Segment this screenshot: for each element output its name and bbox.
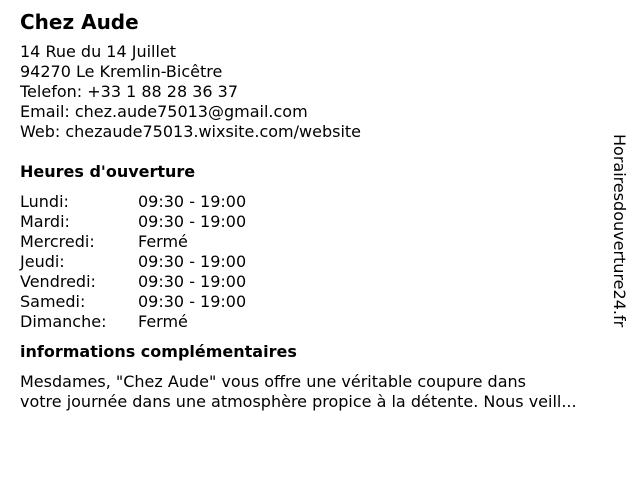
site-watermark: Horairesdouverture24.fr xyxy=(610,134,629,328)
opening-hours-heading: Heures d'ouverture xyxy=(20,162,196,181)
hours-day: Dimanche: xyxy=(20,312,107,331)
hours-time: Fermé xyxy=(138,232,188,251)
hours-day: Mardi: xyxy=(20,212,70,231)
hours-time: 09:30 - 19:00 xyxy=(138,272,247,291)
address-city: 94270 Le Kremlin-Bicêtre xyxy=(20,62,223,81)
phone-number[interactable]: Telefon: +33 1 88 28 36 37 xyxy=(20,82,239,101)
hours-day: Lundi: xyxy=(20,192,69,211)
hours-day: Samedi: xyxy=(20,292,86,311)
business-name: Chez Aude xyxy=(20,10,139,34)
hours-row-tuesday xyxy=(20,212,630,232)
hours-row-monday xyxy=(20,192,630,212)
hours-day: Jeudi: xyxy=(20,252,65,271)
hours-day: Mercredi: xyxy=(20,232,95,251)
hours-time: 09:30 - 19:00 xyxy=(138,292,247,311)
hours-day: Vendredi: xyxy=(20,272,96,291)
additional-info-line-2: votre journée dans une atmosphère propice à la détente. Nous veill... xyxy=(20,392,577,411)
additional-info-line-1: Mesdames, "Chez Aude" vous offre une véritable coupure dans xyxy=(20,372,526,391)
hours-row-wednesday xyxy=(20,232,630,252)
website-link[interactable]: Web: chezaude75013.wixsite.com/website xyxy=(20,122,361,141)
hours-row-friday xyxy=(20,272,630,292)
email-address[interactable]: Email: chez.aude75013@gmail.com xyxy=(20,102,308,121)
hours-time: 09:30 - 19:00 xyxy=(138,212,247,231)
hours-time: 09:30 - 19:00 xyxy=(138,192,247,211)
hours-time: Fermé xyxy=(138,312,188,331)
hours-time: 09:30 - 19:00 xyxy=(138,252,247,271)
hours-row-sunday xyxy=(20,312,630,332)
hours-row-saturday xyxy=(20,292,630,312)
hours-row-thursday xyxy=(20,252,630,272)
address-street: 14 Rue du 14 Juillet xyxy=(20,42,177,61)
additional-info-heading: informations complémentaires xyxy=(20,342,297,361)
business-card xyxy=(20,10,630,412)
opening-hours-table xyxy=(20,192,630,332)
